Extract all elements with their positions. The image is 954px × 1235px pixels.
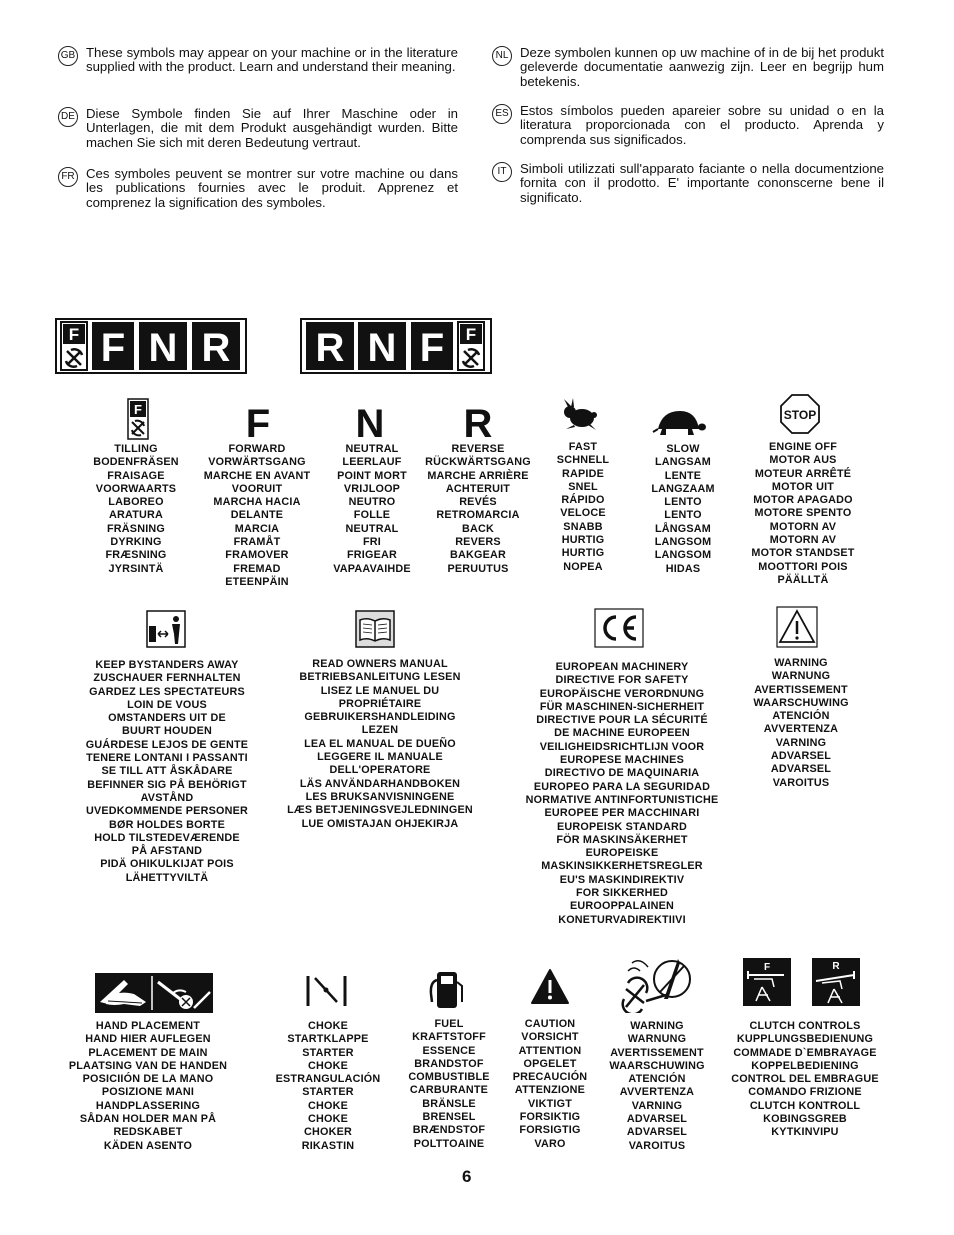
- label-line: ADVARSEL: [770, 750, 832, 763]
- label-line: HURTIG: [561, 534, 605, 547]
- label-line: ADVARSEL: [626, 1126, 688, 1139]
- label-line: BAKGEAR: [450, 549, 506, 562]
- label-line: VARO: [534, 1137, 566, 1150]
- label-line: CARBURANTE: [409, 1084, 489, 1097]
- label-line: LANGZAAM: [651, 482, 715, 495]
- label-line: SNEL: [568, 480, 598, 493]
- label-line: ZUSCHAUER FERNHALTEN: [93, 672, 241, 685]
- label-line: LISEZ LE MANUEL DU: [320, 684, 440, 697]
- forward-f-icon: [240, 402, 276, 442]
- panel-small-f-left: F: [68, 325, 80, 344]
- label-line: FORSIKTIG: [519, 1111, 581, 1124]
- rabbit-icon: [560, 398, 600, 432]
- label-line: STARTER: [302, 1046, 354, 1059]
- clutch-f-label: F: [763, 962, 771, 973]
- stop-sign-icon: [780, 394, 820, 434]
- intro-text-it: Simboli utilizzati sull'apparato faciante o nella documentzione fornita con il prodotto. E' importante cononscerne bene il significato.: [520, 161, 884, 205]
- clutch-r-label: R: [832, 961, 840, 972]
- panel-letter-f: F: [419, 326, 445, 370]
- lang-badge-it: IT: [492, 162, 512, 182]
- hand-placement-icon: [94, 972, 214, 1014]
- label-line: CHOKE: [308, 1059, 348, 1072]
- label-line: MOTOR APAGADO: [753, 494, 853, 507]
- label-line: SCHNELL: [556, 454, 610, 467]
- panel-letter-n: N: [148, 326, 178, 370]
- label-line: SÅDAN HOLDER MAN PÅ: [79, 1113, 217, 1126]
- label-line: REVERSE: [451, 443, 505, 455]
- label-line: CONTROL DEL EMBRAGUE: [731, 1073, 879, 1086]
- label-line: SLOW: [666, 443, 700, 455]
- label-line: CHOKE: [308, 1020, 348, 1032]
- label-line: FRIGEAR: [347, 549, 397, 562]
- label-line: OPGELET: [523, 1057, 577, 1070]
- label-line: WARNUNG: [627, 1033, 687, 1046]
- label-line: POLTTOAINE: [413, 1137, 485, 1150]
- label-line: DELL'OPERATORE: [329, 764, 431, 777]
- label-line: ACHTERUIT: [445, 482, 511, 495]
- label-line: KONETURVADIREKTIIVI: [558, 913, 686, 926]
- label-line: REVÉS: [459, 496, 497, 509]
- label-line: EUROPEISK STANDARD: [557, 820, 687, 833]
- lang-badge-fr: FR: [58, 167, 78, 187]
- label-line: VAROITUS: [628, 1139, 686, 1152]
- label-tilling: [76, 443, 196, 576]
- label-line: LABOREO: [108, 496, 164, 509]
- label-line: FOR SIKKERHED: [576, 887, 668, 900]
- label-engine-off: [738, 441, 868, 587]
- label-line: LANGSOM: [654, 549, 712, 562]
- label-line: LEA EL MANUAL DE DUEÑO: [304, 737, 456, 750]
- label-line: NORMATIVE ANTINFORTUNISTICHE: [525, 793, 719, 806]
- label-keep-bystanders-away: [72, 659, 262, 885]
- reverse-r-icon: [458, 402, 498, 442]
- label-line: VOORWAARTS: [95, 482, 177, 495]
- label-line: DIRECTIVE FOR SAFETY: [555, 674, 689, 687]
- panel-letter-r: R: [201, 326, 231, 370]
- label-line: REVERS: [455, 536, 501, 549]
- label-line: PLAATSING VAN DE HANDEN: [68, 1059, 228, 1072]
- label-line: HAND PLACEMENT: [95, 1020, 201, 1032]
- label-line: NEUTRAL: [345, 522, 399, 535]
- label-line: REDSKABET: [113, 1126, 183, 1139]
- label-line: MOTORE SPENTO: [754, 507, 852, 520]
- intro-text-es: Estos símbolos pueden apareier sobre su unidad o en la literatura proporcionada con el producto. Aprenda y comprenda sus significados.: [520, 103, 884, 147]
- label-line: POSIZIONE MANI: [101, 1086, 195, 1099]
- warning-triangle-icon: [776, 606, 818, 648]
- label-line: FRÆSNING: [105, 549, 167, 562]
- label-line: KUPPLUNGSBEDIENUNG: [736, 1033, 874, 1046]
- label-line: LÆS BETJENINGSVEJLEDNINGEN: [287, 804, 473, 817]
- tines-warning-icon: [620, 955, 696, 1013]
- label-line: MARCHE EN AVANT: [203, 469, 311, 482]
- label-line: BETRIEBSANLEITUNG LESEN: [299, 671, 461, 684]
- label-line: EUROPEO PARA LA SEGURIDAD: [533, 780, 711, 793]
- gear-panel-fnr: [55, 318, 247, 374]
- label-line: NOPEA: [563, 560, 603, 573]
- label-reverse: [418, 443, 538, 576]
- label-line: MOTOR STANDSET: [751, 547, 855, 560]
- label-line: ADVARSEL: [626, 1113, 688, 1126]
- label-line: WARNING: [774, 657, 828, 669]
- label-line: ENGINE OFF: [769, 441, 837, 453]
- label-line: READ OWNERS MANUAL: [312, 658, 448, 670]
- label-line: CLUTCH KONTROLL: [749, 1099, 861, 1112]
- label-line: POINT MORT: [337, 469, 407, 482]
- label-line: OMSTANDERS UIT DE: [108, 712, 226, 725]
- label-line: VEILIGHEIDSRICHTLIJN VOOR: [539, 740, 705, 753]
- label-line: STARTER: [302, 1086, 354, 1099]
- label-line: TENERE LONTANI I PASSANTI: [86, 752, 248, 765]
- label-line: LUE OMISTAJAN OHJEKIRJA: [301, 817, 459, 830]
- label-line: WARNUNG: [771, 670, 831, 683]
- label-line: PIDÄ OHIKULKIJAT POIS: [100, 858, 234, 871]
- bystanders-icon: [146, 610, 186, 648]
- label-line: COMMADE D`EMBRAYAGE: [733, 1046, 877, 1059]
- label-line: AVERTISSEMENT: [610, 1046, 704, 1059]
- label-line: VOORUIT: [231, 482, 283, 495]
- label-line: WAARSCHUWING: [753, 696, 849, 709]
- label-line: VARNING: [775, 736, 827, 749]
- label-line: VAPAAVAIHDE: [333, 562, 411, 575]
- panel-small-f-right: F: [465, 325, 477, 344]
- label-line: CHOKE: [308, 1099, 348, 1112]
- label-line: CAUTION: [524, 1018, 576, 1030]
- label-line: MOTOR AUS: [769, 454, 837, 467]
- label-line: HANDPLASSERING: [95, 1099, 201, 1112]
- label-line: VORSICHT: [521, 1031, 579, 1044]
- label-line: SNABB: [563, 520, 603, 533]
- label-line: POSICIIÓN DE LA MANO: [82, 1073, 214, 1086]
- label-line: VAROITUS: [772, 776, 830, 789]
- label-line: FOLLE: [353, 509, 391, 522]
- label-line: KRAFTSTOFF: [412, 1031, 486, 1044]
- label-line: BACK: [462, 522, 494, 535]
- svg-text:F: F: [245, 402, 271, 442]
- label-line: FREMAD: [233, 562, 281, 575]
- label-line: KOBINGSGREB: [763, 1113, 847, 1126]
- label-line: TILLING: [114, 443, 158, 455]
- label-line: LÄHETTYVILTÄ: [125, 871, 209, 884]
- label-line: EUROPÄISCHE VERORDNUNG: [539, 687, 705, 700]
- label-line: FORWARD: [228, 443, 286, 455]
- label-line: HIDAS: [665, 562, 701, 575]
- label-line: RAPIDE: [562, 467, 604, 480]
- label-line: LENTO: [664, 509, 702, 522]
- neutral-n-icon: [350, 402, 390, 442]
- label-line: KEEP BYSTANDERS AWAY: [95, 659, 239, 671]
- label-line: SE TILL ATT ÅSKÅDARE: [101, 765, 233, 778]
- label-line: CLUTCH CONTROLS: [749, 1020, 861, 1032]
- label-line: ESTRANGULACIÓN: [275, 1073, 381, 1086]
- label-line: VORWÄRTSGANG: [208, 456, 306, 469]
- svg-text:STOP: STOP: [783, 408, 817, 422]
- intro-text-nl: Deze symbolen kunnen op uw machine of in de bij het produkt geleverde documentatie aanwezig zijn. Leer en begrijp hum betekenis.: [520, 45, 884, 89]
- label-line: WAARSCHUWING: [609, 1059, 705, 1072]
- choke-icon: [305, 972, 351, 1010]
- label-line: DELANTE: [230, 509, 284, 522]
- panel-letter-r: R: [315, 326, 345, 370]
- label-line: BODENFRÄSEN: [93, 456, 179, 469]
- label-line: BRÄNSLE: [422, 1097, 476, 1110]
- label-line: AVVERTENZA: [619, 1086, 695, 1099]
- label-line: FRAMÅT: [233, 536, 281, 549]
- label-line: MASKINSIKKERHETSREGLER: [541, 860, 703, 873]
- svg-text:N: N: [355, 402, 385, 442]
- lang-badge-gb: GB: [58, 46, 78, 66]
- label-line: LEZEN: [361, 724, 399, 737]
- label-line: VARNING: [631, 1099, 683, 1112]
- label-european-machinery-directive: [515, 661, 729, 927]
- label-line: ATTENTION: [518, 1044, 582, 1057]
- label-line: STARTKLAPPE: [287, 1033, 369, 1046]
- label-line: FRI: [363, 536, 381, 549]
- panel-letter-f: F: [100, 326, 126, 370]
- label-line: ATENCIÓN: [628, 1073, 686, 1086]
- label-line: KOPPELBEDIENING: [751, 1059, 859, 1072]
- label-line: GUÁRDESE LEJOS DE GENTE: [85, 738, 249, 751]
- label-line: EUROPESE MACHINES: [560, 754, 684, 767]
- label-line: DIRECTIVO DE MAQUINARIA: [544, 767, 700, 780]
- label-line: PLACEMENT DE MAIN: [88, 1046, 208, 1059]
- label-line: EUROPEAN MACHINERY: [555, 661, 689, 673]
- label-line: FRAISAGE: [107, 469, 165, 482]
- label-line: ATTENZIONE: [514, 1084, 586, 1097]
- label-line: PERUUTUS: [447, 562, 509, 575]
- label-line: RETROMARCIA: [436, 509, 520, 522]
- label-forward: [197, 443, 317, 589]
- label-tines-warning: [600, 1020, 714, 1153]
- lang-badge-nl: NL: [492, 46, 512, 66]
- tilling-icon: [127, 398, 149, 440]
- clutch-controls-icon: [742, 957, 862, 1007]
- label-line: RIKASTIN: [301, 1139, 355, 1152]
- label-line: LENTO: [664, 496, 702, 509]
- label-line: LANGSOM: [654, 536, 712, 549]
- label-line: FAST: [568, 441, 598, 453]
- label-line: AVVERTENZA: [763, 723, 839, 736]
- label-fuel: [388, 1018, 510, 1151]
- label-line: VIKTIGT: [528, 1097, 572, 1110]
- label-slow: [633, 443, 733, 576]
- label-line: ATENCIÓN: [772, 710, 830, 723]
- label-line: PROPRIÉTAIRE: [338, 697, 422, 710]
- page-number: 6: [462, 1167, 472, 1186]
- label-line: ARATURA: [109, 509, 163, 522]
- caution-icon: [530, 968, 570, 1006]
- label-line: ESSENCE: [422, 1044, 476, 1057]
- label-line: LÅNGSAM: [655, 522, 711, 535]
- label-line: FRAMOVER: [225, 549, 289, 562]
- label-line: BUURT HOUDEN: [122, 725, 212, 738]
- label-line: DE MACHINE EUROPEEN: [554, 727, 690, 740]
- label-line: MARCHA HACIA: [213, 496, 301, 509]
- label-line: RÁPIDO: [561, 494, 605, 507]
- label-line: FRÄSNING: [107, 522, 165, 535]
- label-line: LEERLAUF: [342, 456, 402, 469]
- gear-panel-rnf: [300, 318, 492, 374]
- label-line: ADVARSEL: [770, 763, 832, 776]
- label-hand-placement: [60, 1020, 236, 1153]
- lang-badge-de: DE: [58, 107, 78, 127]
- label-line: KÄDEN ASENTO: [103, 1139, 193, 1152]
- label-line: MOOTTORI POIS: [758, 560, 848, 573]
- label-line: HOLD TILSTEDEVÆRENDE: [94, 831, 240, 844]
- label-caution: [500, 1018, 600, 1151]
- label-line: BRENSEL: [422, 1111, 476, 1124]
- label-line: COMANDO FRIZIONE: [748, 1086, 862, 1099]
- label-line: PRECAUCIÓN: [512, 1071, 588, 1084]
- label-line: PÅ AFSTAND: [131, 845, 203, 858]
- label-line: LENTE: [664, 469, 702, 482]
- label-line: DIRECTIVE POUR LA SÉCURITÉ: [536, 714, 708, 727]
- label-line: HURTIG: [561, 547, 605, 560]
- label-line: AVSTÅND: [140, 791, 194, 804]
- label-line: GARDEZ LES SPECTATEURS: [89, 685, 245, 698]
- label-clutch-controls: [721, 1020, 889, 1140]
- label-line: AVERTISSEMENT: [754, 683, 848, 696]
- label-line: MARCIA: [234, 522, 280, 535]
- svg-text:R: R: [463, 402, 493, 442]
- intro-text-de: Diese Symbole finden Sie auf Ihrer Maschine oder in Unterlagen, die mit dem Produkt ausgehändigt wurden. Bitte machen Sie sich mit deren Bedeutung vertraut.: [86, 106, 458, 150]
- label-warning: [741, 657, 861, 790]
- panel-letter-n: N: [367, 326, 397, 370]
- label-line: BEFINNER SIG PÅ BEHÖRIGT: [87, 778, 247, 791]
- label-line: RÜCKWÄRTSGANG: [425, 456, 531, 469]
- label-line: BRANDSTOF: [414, 1057, 484, 1070]
- label-line: LES BRUKSANVISNINGENE: [305, 790, 455, 803]
- label-line: EUROOPPALAINEN: [570, 900, 674, 913]
- label-line: LEGGERE IL MANUALE: [317, 751, 443, 764]
- label-line: MOTOR UIT: [771, 480, 835, 493]
- label-line: LANGSAM: [655, 456, 711, 469]
- label-line: KYTKINVIPU: [771, 1126, 839, 1139]
- label-line: EUROPEE PER MACCHINARI: [544, 807, 700, 820]
- label-line: FORSIGTIG: [519, 1124, 581, 1137]
- label-line: NEUTRAL: [345, 443, 399, 455]
- label-read-owners-manual: [280, 658, 480, 831]
- label-line: BRÆNDSTOF: [412, 1124, 486, 1137]
- label-line: VELOCE: [560, 507, 606, 520]
- label-line: MOTEUR ARRÊTÉ: [754, 467, 852, 480]
- label-line: ETEENPÄIN: [225, 575, 289, 588]
- label-fast: [533, 441, 633, 574]
- label-line: UVEDKOMMENDE PERSONER: [86, 805, 248, 818]
- label-line: GEBRUIKERSHANDLEIDING: [304, 711, 456, 724]
- label-line: CHOKE: [308, 1113, 348, 1126]
- intro-text-gb: These symbols may appear on your machine or in the literature supplied with the product. Learn and understand their meaning.: [86, 45, 458, 75]
- label-line: DYRKING: [110, 536, 162, 549]
- label-line: LÄS ANVÄNDARHANDBOKEN: [299, 777, 461, 790]
- lang-badge-es: ES: [492, 104, 512, 124]
- turtle-icon: [652, 407, 706, 437]
- fuel-pump-icon: [428, 970, 466, 1010]
- label-line: JYRSINTÄ: [108, 562, 164, 575]
- label-line: NEUTRO: [348, 496, 396, 509]
- label-line: VRIJLOOP: [343, 482, 401, 495]
- label-line: MOTORN AV: [769, 520, 837, 533]
- intro-text-fr: Ces symboles peuvent se montrer sur votre machine ou dans les publications fournies avec le produit. Apprenez et comprenez la signification des symboles.: [86, 166, 458, 210]
- label-line: CHOKER: [304, 1126, 352, 1139]
- manual-book-icon: [355, 610, 395, 648]
- label-line: EU'S MASKINDIREKTIV: [559, 873, 685, 886]
- label-line: MARCHE ARRIÈRE: [427, 469, 529, 482]
- label-choke: [268, 1020, 388, 1153]
- label-line: HAND HIER AUFLEGEN: [85, 1033, 211, 1046]
- label-line: MOTORN AV: [769, 534, 837, 547]
- label-line: LOIN DE VOUS: [127, 698, 207, 711]
- label-line: EUROPEISKE: [585, 847, 659, 860]
- label-line: WARNING: [630, 1020, 684, 1032]
- label-line: FUEL: [434, 1018, 464, 1030]
- label-line: BØR HOLDES BORTE: [109, 818, 225, 831]
- svg-text:F: F: [134, 402, 142, 417]
- ce-mark-icon: [594, 608, 644, 648]
- label-neutral: [312, 443, 432, 576]
- label-line: PÄÄLLTÄ: [777, 573, 829, 586]
- label-line: COMBUSTIBLE: [408, 1071, 490, 1084]
- label-line: FÖR MASKINSÄKERHET: [556, 833, 688, 846]
- label-line: FÜR MASCHINEN-SICHERHEIT: [539, 700, 705, 713]
